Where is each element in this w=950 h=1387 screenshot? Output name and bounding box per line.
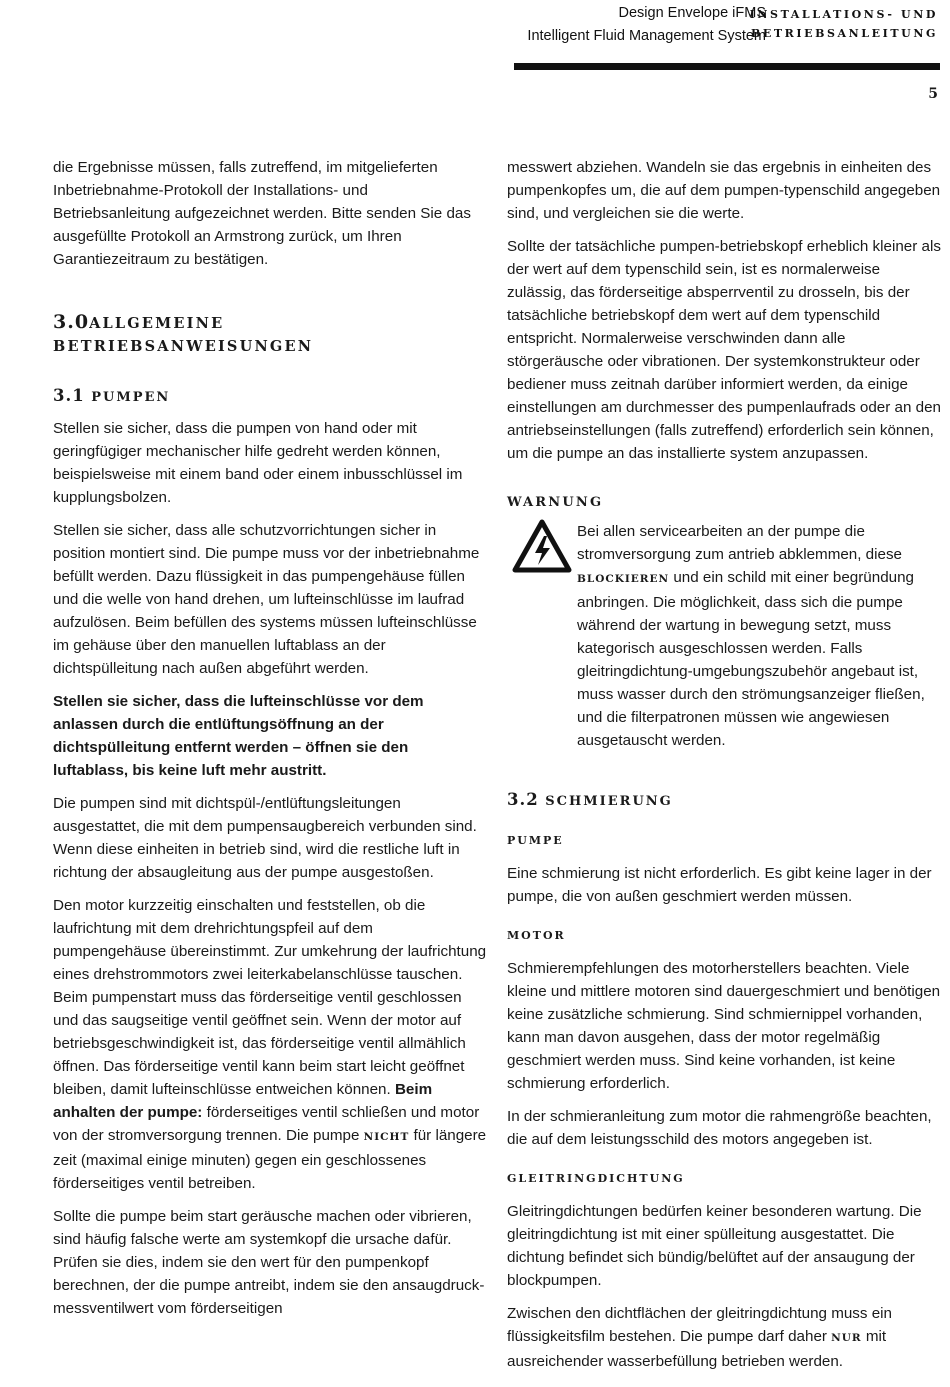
section-number: 3.0 bbox=[53, 311, 90, 333]
text-run: mit ausreichender wasserbefüllung betrieben werden. bbox=[507, 1328, 887, 1370]
paragraph bbox=[53, 894, 487, 1195]
emphasis-blockieren: BLOCKIEREN bbox=[577, 573, 670, 585]
text-run: Zwischen den dichtflächen der gleitringdichtung muss ein flüssigkeitsfilm bestehen. Die pumpe darf daher bbox=[507, 1305, 892, 1345]
subsection-title: PUMPEN bbox=[91, 390, 171, 405]
document-title-line2: BETRIEBSANLEITUNG bbox=[750, 27, 938, 40]
document-title-line1: INSTALLATIONS- UND bbox=[749, 8, 938, 21]
text-run: Bei allen servicearbeiten an der pumpe die stromversorgung zum antrieb abklemmen, diese bbox=[577, 523, 902, 563]
paragraph: Stellen sie sicher, dass die pumpen von hand oder mit geringfügiger mechanischer hilfe gedreht werden können, beispielsweise mit einem band oder einem inbusschlüssel im kupplungsbolzen. bbox=[53, 420, 463, 506]
warning-heading: WARNUNG bbox=[507, 495, 604, 510]
paragraph: Die pumpen sind mit dichtspül-/entlüftungsleitungen ausgestattet, die mit dem pumpensaugbereich verbunden sind. Wenn diese einheiten in betrieb sind, wird die restliche luft in richtung der absaugleitung aus der pumpe ausgestoßen. bbox=[53, 795, 477, 881]
product-title-line1: Design Envelope iFMS bbox=[618, 5, 766, 21]
heading-pumpe: PUMPE bbox=[507, 834, 564, 847]
subsection-number: 3.2 bbox=[507, 790, 539, 809]
section-title: ALLGEMEINE BETRIEBSANWEISUNGEN bbox=[53, 315, 314, 355]
intro-paragraph: die Ergebnisse müssen, falls zutreffend, im mitgelieferten Inbetriebnahme-Protokoll der Installations- und Betriebsanleitung aufgezeichnet werden. Bitte senden Sie das ausgefüllte Protokoll an Armstrong zurück, um Ihren Garantiezeitraum zu bestätigen. bbox=[53, 159, 471, 268]
warning-box bbox=[507, 520, 941, 762]
heading-motor: MOTOR bbox=[507, 929, 566, 942]
emphasis-nur: NUR bbox=[831, 1332, 862, 1344]
paragraph: Schmierempfehlungen des motorherstellers beachten. Viele kleine und mittlere motoren sind dauergeschmiert und benötigen keine zusätzliche schmierung. Sind schmiernippel vorhanden, kann man davon ausgehen, dass der motor regelmäßig geschmiert werden muss. Sind keine vorhanden, ist keine schmierung erforderlich. bbox=[507, 960, 941, 1092]
header-rule bbox=[514, 63, 940, 70]
subsection-heading-3-1 bbox=[53, 384, 487, 409]
bold-text-run: Beim anhalten der pumpe: bbox=[53, 1081, 433, 1121]
subsection-heading-3-2 bbox=[507, 788, 941, 813]
text-run: förderseitiges ventil schließen und motor von der stromversorgung trennen. Die pumpe bbox=[53, 1104, 480, 1144]
heading-gleitringdichtung: GLEITRINGDICHTUNG bbox=[507, 1172, 685, 1185]
paragraph: In der schmieranleitung zum motor die rahmengröße beachten, die auf dem leistungsschild des motors angegeben ist. bbox=[507, 1108, 932, 1148]
text-run: Den motor kurzzeitig einschalten und feststellen, ob die laufrichtung mit dem drehrichtungspfeil auf dem pumpengehäuse übereinstimmt. Zur umkehrung der laufrichtung eines drehstrommotors zwei leiterkabelanschlüsse tauschen. Beim pumpenstart muss das förderseitige ventil geschlossen und das saugseitige ventil geöffnet sein. Wenn der motor auf betriebsgeschwindigkeit ist, das förderseitige ventil allmählich öffnen. Das förderseitige ventil kann beim start leicht geöffnet bleiben, damit lufteinschlüsse entweichen können. bbox=[53, 897, 487, 1098]
emphasis-nicht: NICHT bbox=[363, 1131, 410, 1143]
paragraph: Gleitringdichtungen bedürfen keiner besonderen wartung. Die gleitringdichtung ist mit einer spülleitung ausgestattet. Die dichtung befindet sich bündig/belüftet auf der ansaugung der blockpumpen. bbox=[507, 1203, 922, 1289]
subsection-number: 3.1 bbox=[53, 386, 85, 405]
product-title bbox=[527, 2, 766, 48]
paragraph bbox=[507, 1302, 941, 1373]
text-run: und ein schild mit einer begründung anbringen. Die möglichkeit, dass sich die pumpe während der wartung in bewegung setzt, muss kategorisch ausgeschlossen werden. Falls gleitringdichtung-umgebungszubehör angebaut ist, muss wasser durch den strömungsanzeiger fließen, und die filterpatronen müssen wie angewiesen ausgetauscht werden. bbox=[577, 569, 925, 749]
paragraph: Eine schmierung ist nicht erforderlich. Es gibt keine lager in der pumpe, die von außen geschmiert werden müssen. bbox=[507, 865, 932, 905]
warning-text bbox=[577, 520, 941, 752]
paragraph: Sollte die pumpe beim start geräusche machen oder vibrieren, sind häufig falsche werte am systemkopf die ursache dafür. Prüfen sie dies, indem sie den wert für den pumpenkopf berechnen, der die pumpe antreibt, indem sie den ansaugdruck-messventilwert vom förderseitigen bbox=[53, 1208, 485, 1317]
subsection-title: SCHMIERUNG bbox=[545, 794, 673, 809]
page-number: 5 bbox=[928, 86, 938, 102]
paragraph: messwert abziehen. Wandeln sie das ergebnis in einheiten des pumpenkopfes um, die auf dem pumpen-typenschild angegeben sind, und vergleichen sie die werte. bbox=[507, 159, 941, 222]
section-heading-3-0 bbox=[53, 311, 487, 358]
text-run: für längere zeit (maximal einige minuten) gegen ein geschlossenes förderseitiges ventil betreiben. bbox=[53, 1127, 487, 1192]
high-voltage-warning-icon bbox=[507, 518, 577, 574]
paragraph: Stellen sie sicher, dass alle schutzvorrichtungen sicher in position montiert sind. Die pumpe muss vor der inbetriebnahme befüllt werden. Dazu flüssigkeit in das pumpengehäuse füllen und die welle von hand drehen, um lufteinschlüsse im laufrad aufzulösen. Beim befüllen des systems müssen lufteinschlüsse im gehäuse über den manuellen luftablass an der dichtspülleitung nach außen abgeführt werden. bbox=[53, 522, 480, 677]
bold-notice-paragraph: Stellen sie sicher, dass die lufteinschlüsse vor dem anlassen durch die entlüftungsöffnung an der dichtspülleitung entfernt werden – öffnen sie den luftablass, bis keine luft mehr austritt. bbox=[53, 693, 424, 779]
right-column bbox=[507, 156, 941, 1383]
product-title-line2: Intelligent Fluid Management System bbox=[527, 28, 766, 44]
left-column bbox=[53, 156, 487, 1330]
document-title bbox=[750, 5, 938, 43]
paragraph: Sollte der tatsächliche pumpen-betriebskopf erheblich kleiner als der wert auf dem typenschild sein, ist es normalerweise zulässig, das förderseitige absperrventil zu drosseln, bis der tatsächliche betriebskopf dem wert auf dem typenschild entspricht. Normalerweise verschwinden dann alle störgeräusche oder vibrationen. Der systemkonstrukteur oder bediener muss zeitnah darüber informiert werden, da einige einstellungen am durchmesser des pumpenlaufrads oder an den antriebseinstellungen (falls zutreffend) erforderlich sein können, um die pumpe an das installierte system anzupassen. bbox=[507, 238, 941, 462]
